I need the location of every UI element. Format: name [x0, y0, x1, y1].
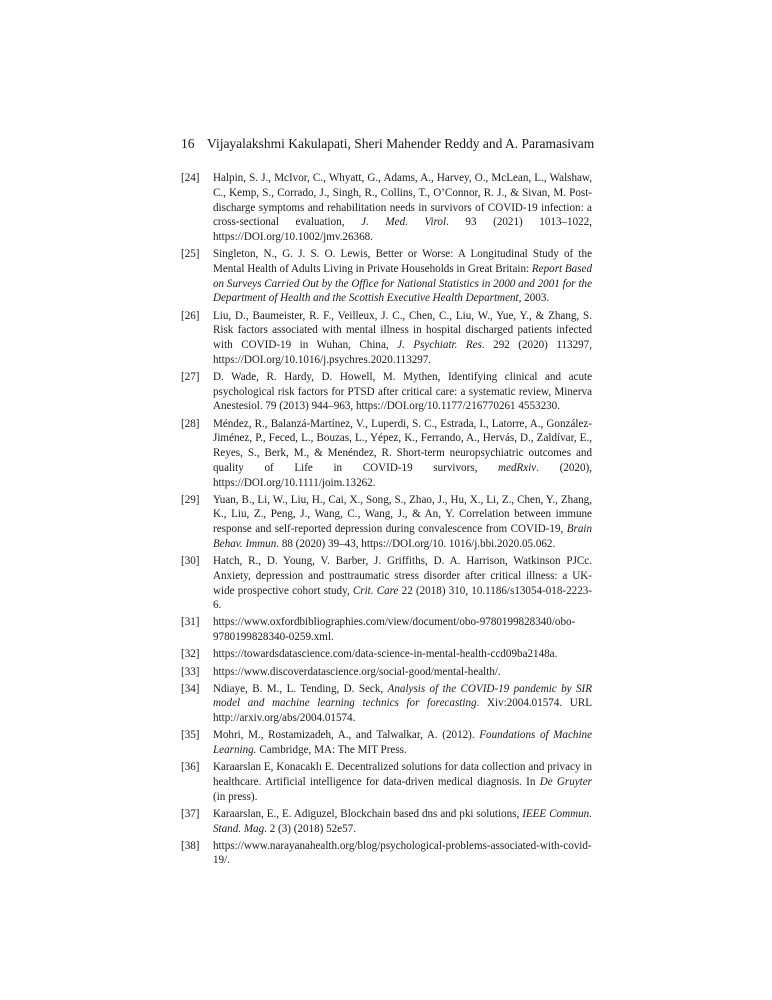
reference-number: [24] [181, 172, 200, 184]
reference-text [213, 371, 592, 413]
reference-item [181, 665, 592, 680]
reference-text-segment: . 2 (3) (2018) 52e57. [264, 822, 356, 835]
reference-number: [30] [181, 555, 200, 568]
reference-item [181, 682, 592, 726]
reference-text-segment: Liu, D., Baumeister, R. F., Veilleux, J. C., Chen, C., Liu, W., Yue, Y., & Zhang, S. Risk factors associated with mental illness in hospital discharged patients infected with COVID-19 in Wuhan, China, [213, 309, 592, 352]
reference-text-segment: Karaarslan E, Konacaklı E. Decentralized solutions for data collection and privacy in healthcare. Artificial intelligence for data-driven medical diagnosis. In [213, 761, 592, 788]
reference-number: [38] [181, 839, 200, 852]
reference-source-italic: Foundations of Machine Learning. [213, 729, 593, 757]
reference-source-italic: Brain Behav. Immun [213, 523, 592, 550]
reference-source-italic: J. Psychiatr. Res [397, 339, 482, 352]
reference-item [181, 760, 592, 804]
reference-text-segment: https://towardsdatascience.com/data-science-in-mental-health-ccd09ba2148a. [213, 648, 558, 661]
reference-number: [36] [181, 761, 200, 774]
reference-source-italic: Crit. Care [352, 584, 399, 597]
reference-text-segment: (in press). [213, 790, 258, 803]
reference-number: [28] [181, 417, 200, 430]
reference-text-segment: . (2020), https://DOI.org/10.1111/joim.13262. [213, 461, 592, 489]
reference-number: [27] [181, 370, 200, 383]
reference-item [181, 493, 592, 552]
reference-text [213, 616, 575, 643]
reference-text-segment: https://www.discoverdatascience.org/social-good/mental-health/. [213, 665, 501, 678]
reference-source-italic: Analysis of the COVID-19 pandemic by SIR model and machine learning technics for forecasting [213, 682, 592, 710]
reference-number: [31] [181, 616, 200, 629]
reference-number: [25] [181, 248, 200, 261]
reference-number: [29] [181, 493, 200, 506]
reference-item [181, 309, 592, 368]
reference-text [213, 840, 592, 867]
reference-text-segment: D. Wade, R. Hardy, D. Howell, M. Mythen, Identifying clinical and acute psychological risk factors for PTSD after critical care: a systematic review, Minerva Anestesiol. 79 (2013) 944–963, https://DOI.org/10.1177/216770261 4553230. [213, 370, 592, 413]
reference-text-segment: Hatch, R., D. Young, V. Barber, J. Griffiths, D. A. Harrison, Watkinson PJCc. Anxiety, depression and posttraumatic stress disorder after critical illness: a UK-wide prospective cohort study, [213, 555, 592, 597]
reference-text [213, 729, 592, 756]
reference-text [213, 310, 592, 366]
reference-text-segment: Singleton, N., G. J. S. O. Lewis, Better or Worse: A Longitudinal Study of the Mental Health of Adults Living in Private Households in Great Britain: [213, 248, 592, 275]
reference-number: [32] [181, 648, 200, 661]
reference-text [213, 666, 501, 678]
reference-source-italic: De Gruyter [539, 775, 593, 788]
reference-item [181, 647, 592, 662]
reference-item [181, 247, 592, 306]
running-head-authors: Vijayalakshmi Kakulapati, Sheri Mahender Reddy and A. Paramasivam [207, 136, 595, 151]
reference-text [213, 494, 592, 550]
reference-item [181, 807, 592, 837]
reference-text [213, 555, 592, 611]
reference-number: [33] [181, 665, 200, 678]
reference-text [213, 418, 592, 489]
reference-number: [34] [181, 682, 200, 695]
reference-text [213, 808, 592, 835]
reference-text-segment: Ndiaye, B. M., L. Tending, D. Seck, [213, 682, 388, 695]
reference-text [213, 172, 592, 243]
reference-text-segment: . 292 (2020) 113297, https://DOI.org/10.1016/j.psychres.2020.113297. [213, 339, 592, 366]
reference-source-italic: J. Med. Virol [361, 216, 447, 229]
reference-source-italic: medRxiv [498, 461, 537, 474]
page-header [181, 135, 594, 153]
reference-text-segment: Mohri, M., Rostamizadeh, A., and Talwalkar, A. (2012). [213, 729, 480, 742]
reference-text-segment: Karaarslan, E., E. Adiguzel, Blockchain based dns and pki solutions, [213, 807, 523, 820]
reference-number: [35] [181, 729, 200, 742]
reference-text-segment: . 88 (2020) 39–43, https://DOI.org/10. 1016/j.bbi.2020.05.062. [276, 537, 556, 550]
reference-text-segment: Yuan, B., Li, W., Liu, H., Cai, X., Song, S., Zhao, J., Hu, X., Li, Z., Chen, Y., Zhang, K., Liu, Z., Peng, J., Wang, C., Wang, J., & An, Y. Correlation between immune response and self-reported depression during convalescence from COVID-19, [213, 493, 592, 536]
reference-text-segment: https://www.narayanahealth.org/blog/psychological-problems-associated-with-covid-19/. [213, 839, 592, 867]
reference-text [213, 683, 592, 725]
reference-text-segment: . 93 (2021) 1013–1022, https://DOI.org/10.1002/jmv.26368. [213, 216, 592, 243]
reference-item [181, 615, 592, 645]
reference-number: [26] [181, 309, 200, 322]
reference-item [181, 728, 592, 758]
reference-text-segment: Cambridge, MA: The MIT Press. [256, 744, 407, 757]
reference-text-segment: Halpin, S. J., McIvor, C., Whyatt, G., Adams, A., Harvey, O., McLean, L., Walshaw, C., Kemp, S., Corrado, J., Singh, R., Collins, T., O’Connor, R. J., & Sivan, M. Post-discharge symptoms and rehabilitation needs in survivors of COVID-19 infection: a cross-sectional evaluation, [213, 172, 592, 229]
reference-item [181, 554, 592, 613]
reference-text-segment: 22 (2018) 310, 10.1186/s13054-018-2223-6. [213, 584, 592, 612]
reference-text-segment: https://www.oxfordbibliographies.com/view/document/obo-9780199828340/obo-9780199828340-0259.xml. [213, 616, 576, 644]
reference-text [213, 761, 592, 803]
reference-text-segment: 2003. [521, 292, 550, 305]
reference-item [181, 839, 592, 869]
reference-item [181, 370, 592, 414]
reference-source-italic: IEEE Commun. Stand. Mag [213, 807, 592, 835]
reference-text [213, 648, 557, 660]
reference-text-segment: Méndez, R., Balanzá-Martínez, V., Luperdi, S. C., Estrada, I., Latorre, A., González-Jiménez, P., Feced, L., Bouzas, L., Yépez, K., Ferrando, A., Hervás, D., Zaldívar, E., Reyes, S., Berk, M., & Menéndez, R. Short-term neuropsychiatric outcomes and quality of Life in COVID-19 survivors, [213, 417, 592, 474]
page-number: 16 [181, 136, 195, 151]
reference-source-italic: Report Based on Surveys Carried Out by the Office for National Statistics in 2000 and 2001 for the Department of Health and the Scottish Executive Health Department, [213, 262, 592, 305]
reference-number: [37] [181, 807, 200, 820]
reference-text-segment: . Xiv:2004.01574. URL http://arxiv.org/abs/2004.01574. [213, 697, 592, 725]
reference-item [181, 417, 592, 491]
reference-text [213, 248, 592, 304]
reference-item [181, 171, 592, 245]
reference-list [181, 171, 592, 871]
